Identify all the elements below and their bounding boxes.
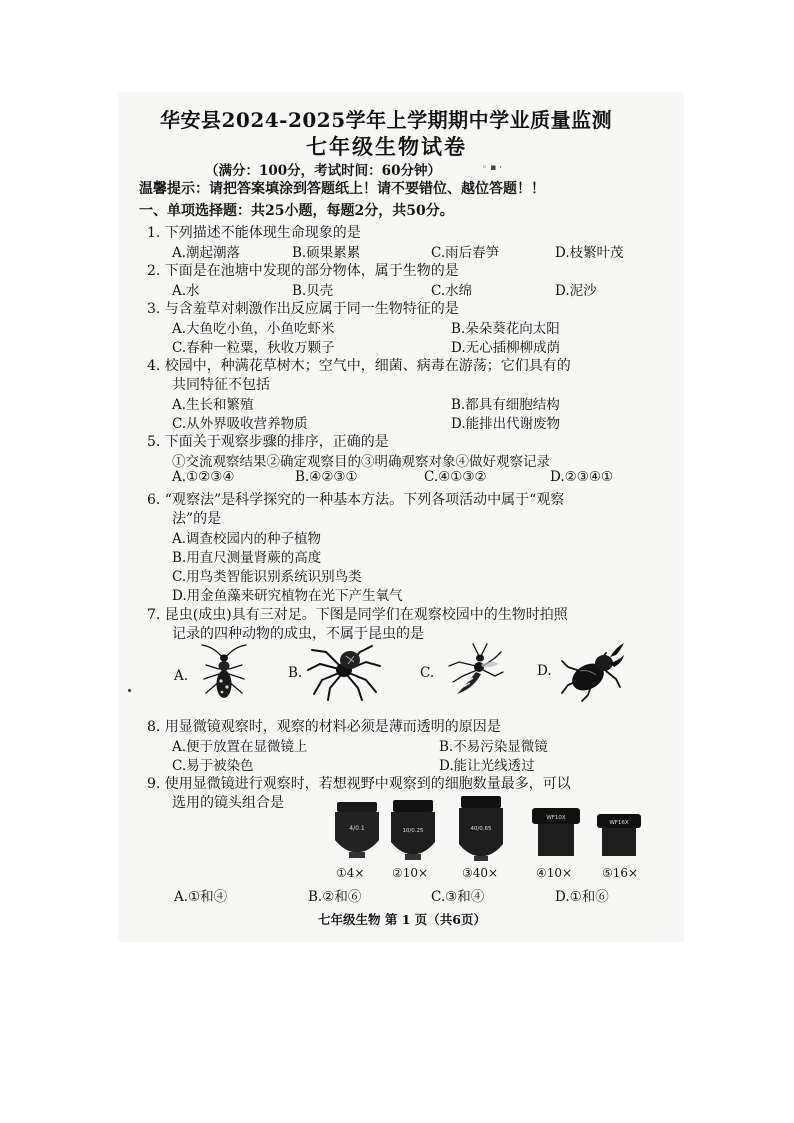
question-5-option-c: C.④①③② xyxy=(424,469,487,485)
question-1-option-a: A.潮起潮落 xyxy=(172,245,241,261)
lens-label-4: ④10× xyxy=(536,866,573,880)
question-2-option-c: C.水绵 xyxy=(431,283,473,299)
exam-title: 华安县2024-2025学年上学期期中学业质量监测 xyxy=(160,108,613,132)
question-6-option-a: A.调查校园内的种子植物 xyxy=(172,531,322,547)
question-5-option-d: D.②③④① xyxy=(550,469,614,485)
lens-3-engraving: 40/0.65 xyxy=(470,826,492,832)
question-4-stem-cont: 共同特征不包括 xyxy=(172,377,270,393)
question-4-option-a: A.生长和繁殖 xyxy=(172,397,254,413)
question-5-option-a: A.①②③④ xyxy=(172,469,235,485)
question-9-stem-cont: 选用的镜头组合是 xyxy=(172,795,284,811)
question-6-option-b: B.用直尺测量肾蕨的高度 xyxy=(172,550,322,566)
question-2-option-a: A.水 xyxy=(172,283,200,299)
scan-smudge: ◦ ▪ · xyxy=(482,163,502,173)
question-8-option-a: A.便于放置在显微镜上 xyxy=(172,739,308,755)
question-3-option-a: A.大鱼吃小鱼，小鱼吃虾米 xyxy=(172,321,335,337)
exam-subtitle: 七年级生物试卷 xyxy=(306,134,467,159)
objective-lens-10x-image xyxy=(387,798,439,862)
question-9-option-d: D.①和⑥ xyxy=(555,889,609,905)
objective-lens-40x-image xyxy=(455,794,507,862)
question-1-option-d: D.枝繁叶茂 xyxy=(555,245,624,261)
question-6-stem-cont: 法”的是 xyxy=(172,511,222,527)
question-1-option-b: B.硕果累累 xyxy=(292,245,361,261)
question-6-option-d: D.用金鱼藻来研究植物在光下产生氧气 xyxy=(172,588,403,604)
question-3-option-d: D.无心插柳柳成荫 xyxy=(451,340,561,356)
section-heading: 一、单项选择题：共25小题，每题2分，共50分。 xyxy=(139,203,454,219)
page-footer: 七年级生物 第 1 页（共6页） xyxy=(318,912,486,927)
eyepiece-16x-image xyxy=(595,812,643,860)
question-7-option-d: D. xyxy=(537,663,552,679)
question-4-option-c: C.从外界吸收营养物质 xyxy=(172,416,308,432)
question-9-option-b: B.②和⑥ xyxy=(308,889,362,905)
question-2-stem: 2. 下面是在池塘中发现的部分物体，属于生物的是 xyxy=(147,263,459,279)
question-5-stem-steps: ①交流观察结果②确定观察目的③明确观察对象④做好观察记录 xyxy=(172,454,550,470)
question-3-option-b: B.朵朵葵花向太阳 xyxy=(451,321,560,337)
question-9-option-c: C.③和④ xyxy=(431,889,485,905)
question-8-option-b: B.不易污染显微镜 xyxy=(439,739,548,755)
rhinoceros-beetle-image xyxy=(558,641,628,703)
lens-1-engraving: 4/0.1 xyxy=(349,825,365,832)
spider-image xyxy=(306,640,382,702)
question-8-stem: 8. 用显微镜观察时，观察的材料必须是薄而透明的原因是 xyxy=(147,719,501,735)
longhorn-beetle-image xyxy=(196,643,252,701)
question-6-stem: 6. “观察法”是科学探究的一种基本方法。下列各项活动中属于“观察 xyxy=(147,492,565,508)
lens-5-engraving: WF16X xyxy=(609,820,629,826)
question-7-option-b: B. xyxy=(288,665,303,681)
lens-4-engraving: WF10X xyxy=(546,815,566,821)
question-7-option-c: C. xyxy=(420,665,435,681)
question-2-option-d: D.泥沙 xyxy=(555,283,597,299)
objective-lens-4x-image xyxy=(331,800,383,862)
lens-label-3: ③40× xyxy=(462,866,499,880)
question-2-option-b: B.贝壳 xyxy=(292,283,334,299)
wasp-image xyxy=(443,642,505,700)
question-4-stem: 4. 校园中，种满花草树木；空气中，细菌、病毒在游荡；它们具有的 xyxy=(147,358,571,374)
lens-2-engraving: 10/0.25 xyxy=(402,828,424,834)
question-9-stem: 9. 使用显微镜进行观察时，若想视野中观察到的细胞数量最多，可以 xyxy=(147,776,571,792)
question-5-option-b: B.④②③① xyxy=(295,469,358,485)
question-4-option-b: B.都具有细胞结构 xyxy=(451,397,560,413)
lens-label-2: ②10× xyxy=(392,866,429,880)
question-1-stem: 1. 下列描述不能体现生命现象的是 xyxy=(147,225,361,241)
question-6-option-c: C.用鸟类智能识别系统识别鸟类 xyxy=(172,569,362,585)
question-5-stem: 5. 下面关于观察步骤的排序，正确的是 xyxy=(147,434,389,450)
eyepiece-10x-image xyxy=(530,806,582,860)
scan-dot xyxy=(128,689,131,692)
question-9-option-a: A.①和④ xyxy=(174,889,228,905)
question-3-option-c: C.春种一粒粟，秋收万颗子 xyxy=(172,340,335,356)
lens-label-1: ①4× xyxy=(336,866,365,880)
question-7-stem: 7. 昆虫(成虫)具有三对足。下图是同学们在观察校园中的生物时拍照 xyxy=(147,607,568,623)
question-7-option-a: A. xyxy=(174,668,189,684)
question-4-option-d: D.能排出代谢废物 xyxy=(451,416,561,432)
question-8-option-d: D.能让光线透过 xyxy=(439,758,535,774)
exam-info: （满分：100分，考试时间：60分钟） xyxy=(205,163,441,179)
question-1-option-c: C.雨后春笋 xyxy=(431,245,500,261)
question-3-stem: 3. 与含羞草对刺激作出反应属于同一生物特征的是 xyxy=(147,301,459,317)
question-7-stem-cont: 记录的四种动物的成虫，不属于昆虫的是 xyxy=(172,626,424,642)
lens-label-5: ⑤16× xyxy=(602,866,639,880)
question-8-option-c: C.易于被染色 xyxy=(172,758,254,774)
exam-tip: 温馨提示：请把答案填涂到答题纸上！请不要错位、越位答题！！ xyxy=(139,181,545,197)
